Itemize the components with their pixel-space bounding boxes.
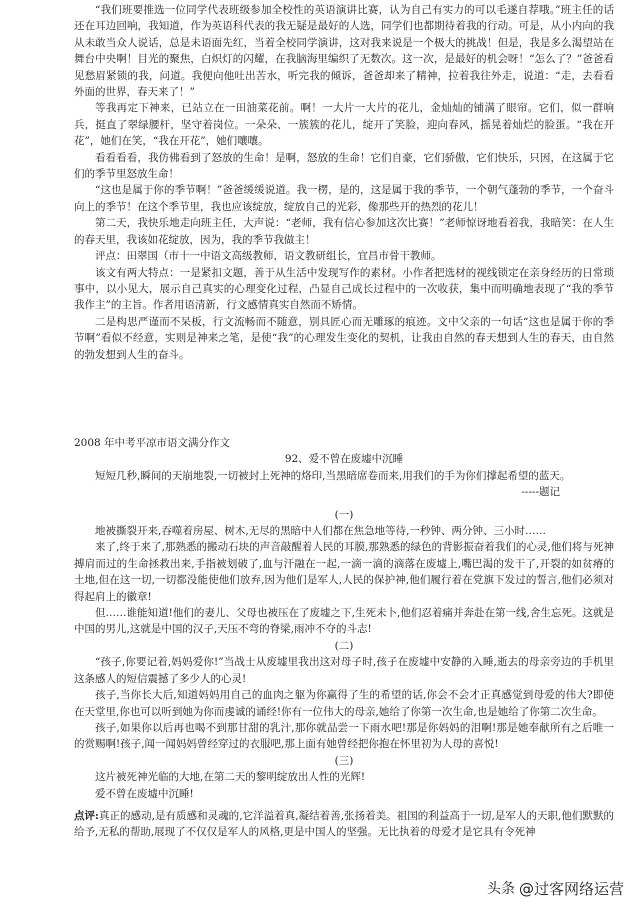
- paragraph: 看看看看，我仿佛看到了怒放的生命！是啊，怒放的生命！它们自豪，它们骄傲，它们快乐，只因，在这属于它们的季节里怒放生命！: [74, 151, 614, 181]
- essay-title: 92、爱不曾在废墟中沉睡: [284, 453, 404, 466]
- paragraph: 但……谁能知道!他们的妻儿、父母也被压在了废墟之下,生死未卜,他们忍着痛并奔赴在第一线,舍生忘死。这就是中国的男儿,这就是中国的汉子,天压不弯的脊梁,雨冲不夺的斗志!: [74, 607, 614, 636]
- comment-text: 真正的感动,是有质感和灵魂的,它洋溢着真,凝结着善,张扬着美。祖国的利益高于一切,是军人的天职,他们默默的给予,无私的帮助,展现了不仅仅是军人的风格,更是中国人的坚强。无比执着的母爱才是它具有令死神: [74, 809, 614, 839]
- analysis-paragraph: 二是构思严谨而不呆板，行文流畅而不随意，别具匠心而无雕琢的痕迹。文中父亲的一句话“这也是属于你的季节啊”看似不经意，实则是神来之笔，是使“我”的心理发生变化的契机，让我由自然的春天想到人生的春天，由自然的勃发想到人生的奋斗。: [74, 315, 614, 361]
- paragraph: 孩子,当你长大后,知道妈妈用自己的血肉之躯为你赢得了生的希望的话,你会不会才正真感觉到母爱的伟大?即使在天堂里,你也可以听到她为你而虔诚的诵经!你有一位伟大的母亲,她给了你第一次生命,也是她给了你第二次生命。: [74, 689, 614, 718]
- section-number: (三): [334, 754, 354, 767]
- analysis-paragraph: 该文有两大特点：一是紧扣文题，善于从生活中发现写作的素材。小作者把选材的视线锁定在亲身经历的日常琐事中，以小见大，展示自己真实的心理变化过程，凸显自己成长过程中的一次收获，集中而明确地表现了“我的季节我作主”的主旨。作者用语清新，行文感情真实自然而不矫情。: [74, 266, 614, 312]
- paragraph: 爱不曾在废墟中沉睡!: [95, 787, 194, 800]
- essay-excerpt: [74, 2, 614, 363]
- paragraph: 来了,终于来了,那熟悉的搬动石块的声音敲醒着人民的耳膜,那熟悉的绿色的背影振奋着我们的心灵,他们将与死神搏肩而过的生命拯救出来,手指被划破了,血与汗融在一起,一滴一滴的滴落在废墟上,嘴巴渴的发干了,开裂的如贫瘠的土地,但在这一切,一切都没能使他们放弃,因为他们是军人,人民的保护神,他们履行着在党旗下发过的誓言,他们必须对得起肩上的徽章!: [74, 541, 614, 603]
- essay-heading: 2008 年中考平凉市语文满分作文: [74, 437, 231, 449]
- critic-line: 评点：田翠国（市十一中语文高级教师，语文教研组长，宜昌市骨干教师。: [95, 250, 442, 263]
- paragraph: 第二天，我快乐地走向班主任，大声说：“老师，我有信心参加这次比赛！”老师惊讶地看着我，我暗笑：在人生的春天里，我该如花绽放，因为，我的季节我做主！: [74, 217, 614, 246]
- full-score-essay: [74, 435, 614, 841]
- comment: [74, 808, 614, 841]
- paragraph: 这片被死神光临的大地,在第二天的黎明绽放出人性的光辉!: [95, 771, 366, 784]
- section-number: (一): [334, 508, 354, 521]
- paragraph: 地被撕裂开来,吞噬着房屋、树木,无尽的黑暗中人们都在焦急地等待,一秒钟、两分钟、三小时……: [95, 525, 547, 538]
- epigraph-note: -----题记: [521, 486, 560, 499]
- paragraph: “我们班要推选一位同学代表班级参加全校性的英语演讲比赛，认为自己有实力的可以毛遂自荐哦。”班主任的话还在耳边回响，我知道，作为英语科代表的我无疑是最好的人选，同学们也都期待着我的行动。可是，从小内向的我从未敢当众人说话，总是未语面先红，当着全校同学演讲，这对我来说是一个极大的挑战！但是，我是多么渴望站在舞台中央啊！目光的聚焦，白炽灯的闪耀，在我脑海里编织了无数次。这一次，是最好的机会呀！“怎么了？”爸爸看见愁眉紧锁的我，问道。我便向他吐出苦水，听完我的倾诉，爸爸却来了精神，拉着我往外走，说道：“走，去看看外面的世界，春天来了！”: [74, 4, 614, 99]
- paragraph: “这也是属于你的季节啊！”爸爸缓缓说道。我一楞，是的，这是属于我的季节，一个朝气蓬勃的季节，一个奋斗向上的季节！在这个季节里，我也应该绽放，绽放自己的光彩，像那些开的热烈的花儿！: [74, 184, 614, 213]
- paragraph: 等我再定下神来，已站立在一田油菜花前。啊！一大片一大片的花儿，金灿灿的铺满了眼帘。它们，似一群响兵，挺直了翠绿腰杆，坚守着岗位。一朵朵、一簇簇的花儿，绽开了笑脸，迎向春风，摇晃着灿烂的脸蛋。“我在开花”，她们在笑，“我在开花”，她们嚷嚷。: [74, 102, 614, 148]
- section-number: (二): [334, 639, 354, 652]
- watermark-text: @过客网络运营: [518, 879, 624, 898]
- comment-label: 点评:: [74, 809, 99, 822]
- watermark: [487, 881, 624, 897]
- paragraph: 孩子,如果你以后再也喝不到那甘甜的乳汁,那你就品尝一下雨水吧!那是你妈妈的泪啊!那是她奉献所有之后唯一的赏赐啊!孩子,闻一闻妈妈曾经穿过的衣服吧,那上面有她曾经把你抱在怀里初为人母的喜悦!: [74, 721, 614, 751]
- paragraph: “孩子,你要记着,妈妈爱你!”当战士从废墟里我出这对母子时,孩子在废墟中安静的入睡,逝去的母亲旁边的手机里这条感人的短信震撼了多少人的心灵!: [74, 656, 614, 685]
- epigraph: 短短几秒,瞬间的天崩地裂,一切被封上死神的烙印,当黑暗席卷而来,用我们的手为你们撑起希望的蓝天。: [95, 469, 571, 482]
- toutiao-logo-icon: 头条: [486, 880, 515, 897]
